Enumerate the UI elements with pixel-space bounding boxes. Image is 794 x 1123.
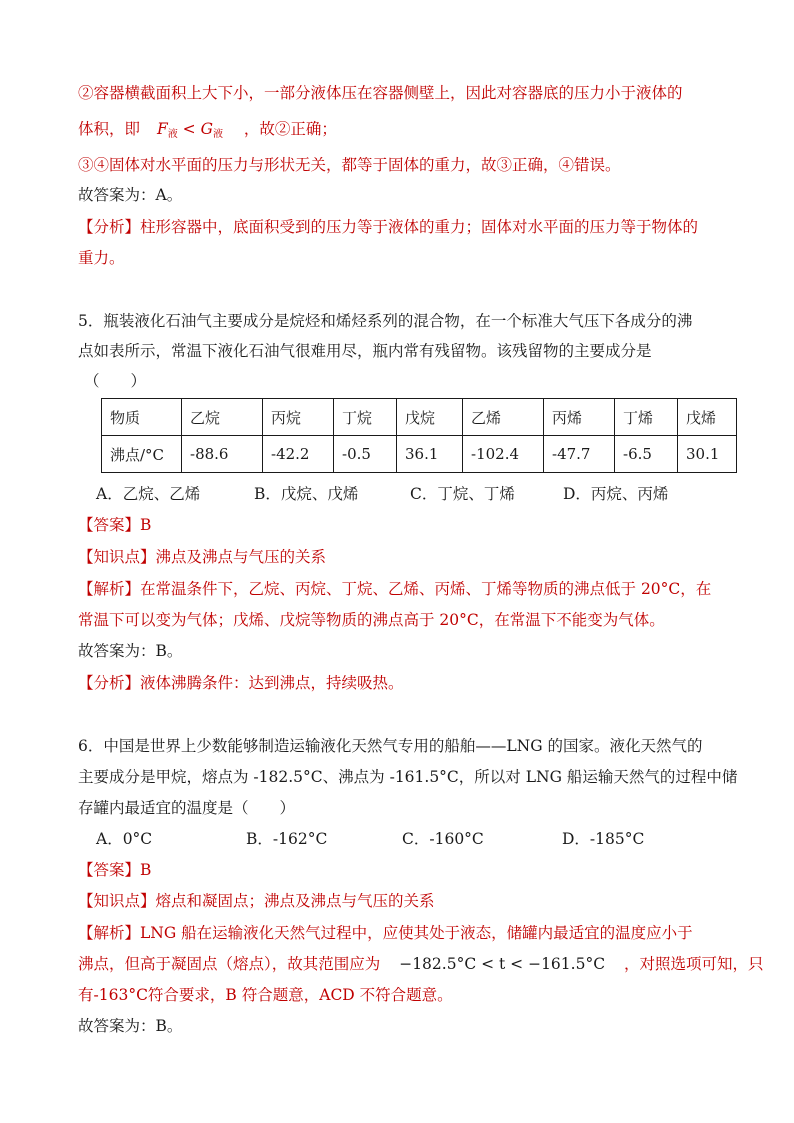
q5-option-c: C．丁烷、丁烯	[410, 485, 515, 503]
q6-knowledge: 【知识点】熔点和凝固点；沸点及沸点与气压的关系	[78, 892, 435, 910]
table-cell: 丙烯	[544, 399, 615, 436]
prev-analysis-line-1: 【分析】柱形容器中，底面积受到的压力等于液体的重力；固体对水平面的压力等于物体的	[78, 218, 699, 236]
q6-explain-line-3: 有-163°C符合要求，B 符合题意，ACD 不符合题意。	[78, 986, 453, 1004]
q5-stem-line-2: 点如表所示，常温下液化石油气很难用尽，瓶内常有残留物。该残留物的主要成分是	[78, 342, 652, 360]
q6-explain-line-1: 【解析】LNG 船在运输液化天然气过程中，应使其处于液态，储罐内最适宜的温度应小于	[78, 924, 693, 942]
q5-answer-paren: （ ）	[84, 372, 147, 390]
prev-explain-line-3: ③④固体对水平面的压力与形状无关，都等于固体的重力，故③正确，④错误。	[78, 156, 621, 174]
table-row-header	[102, 399, 737, 436]
q5-knowledge: 【知识点】沸点及沸点与气压的关系	[78, 548, 327, 566]
table-cell: -88.6	[182, 436, 263, 473]
q5-option-d: D．丙烷、丙烯	[563, 485, 669, 503]
q6-stem-line-3: 存罐内最适宜的温度是（ ）	[78, 799, 296, 817]
table-cell: 丁烷	[334, 399, 397, 436]
boiling-point-table	[101, 398, 737, 473]
q5-option-b: B．戊烷、戊烯	[254, 485, 359, 503]
prev-answer-line: 故答案为：A。	[78, 186, 183, 204]
table-cell: 丁烯	[615, 399, 678, 436]
q5-explain-line-2: 常温下可以变为气体；戊烯、戊烷等物质的沸点高于 20°C，在常温下不能变为气体。	[78, 611, 665, 629]
analysis-tag: 【分析】	[78, 218, 141, 236]
q6-option-c: C．-160°C	[402, 830, 484, 848]
table-cell: -42.2	[263, 436, 334, 473]
q5-final-answer: 故答案为：B。	[78, 642, 183, 660]
prev-explain-line-1: ②容器横截面积上大下小，一部分液体压在容器侧壁上，因此对容器底的压力小于液体的	[78, 84, 683, 102]
q6-explain-line-2: 沸点，但高于凝固点（熔点），故其范围应为 −182.5°C < t < −161.5°C ，对照选项可知，只	[78, 955, 764, 973]
table-cell: 戊烷	[397, 399, 463, 436]
table-cell: 物质	[102, 399, 182, 436]
q5-explain-line-1: 【解析】在常温条件下，乙烷、丙烷、丁烷、乙烯、丙烯、丁烯等物质的沸点低于 20°C，在	[78, 580, 712, 598]
table-cell: -6.5	[615, 436, 678, 473]
q5-answer: 【答案】B	[78, 516, 152, 534]
prev-explain-line-2	[78, 118, 734, 146]
table-cell: 30.1	[678, 436, 737, 473]
table-cell: 戊烯	[678, 399, 737, 436]
table-cell: -102.4	[463, 436, 544, 473]
table-cell: -0.5	[334, 436, 397, 473]
table-row-values	[102, 436, 737, 473]
q5-analysis: 【分析】液体沸腾条件：达到沸点，持续吸热。	[78, 674, 404, 692]
table-cell: 乙烯	[463, 399, 544, 436]
table-cell: 乙烷	[182, 399, 263, 436]
q5-option-a: A．乙烷、乙烯	[96, 485, 201, 503]
q6-stem-line-1: 6．中国是世界上少数能够制造运输液化天然气专用的船舶——LNG 的国家。液化天然气的	[78, 737, 703, 755]
table-cell: -47.7	[544, 436, 615, 473]
q6-answer: 【答案】B	[78, 861, 152, 879]
table-cell: 丙烷	[263, 399, 334, 436]
q6-options	[96, 828, 644, 850]
prev-line2-post: ，故②正确；	[243, 120, 337, 138]
formula-inequality: $F_液 < G_液$	[156, 120, 223, 140]
q6-final-answer: 故答案为：B。	[78, 1017, 183, 1035]
q6-option-d: D．-185°C	[562, 830, 645, 848]
formula-temperature-range: −182.5°C < t < −161.5°C	[399, 955, 606, 973]
prev-analysis-line-2: 重力。	[78, 249, 125, 267]
prev-line2-pre: 体积，即	[78, 120, 141, 138]
table-cell: 沸点/°C	[102, 436, 182, 473]
q5-options	[96, 483, 668, 505]
table-cell: 36.1	[397, 436, 463, 473]
q5-stem-line-1: 5．瓶装液化石油气主要成分是烷烃和烯烃系列的混合物，在一个标准大气压下各成分的沸	[78, 312, 693, 330]
q6-option-b: B．-162°C	[246, 830, 328, 848]
q6-stem-line-2: 主要成分是甲烷，熔点为 -182.5°C、沸点为 -161.5°C，所以对 LNG 船运输天然气的过程中储	[78, 768, 738, 786]
q6-option-a: A．0°C	[96, 830, 153, 848]
